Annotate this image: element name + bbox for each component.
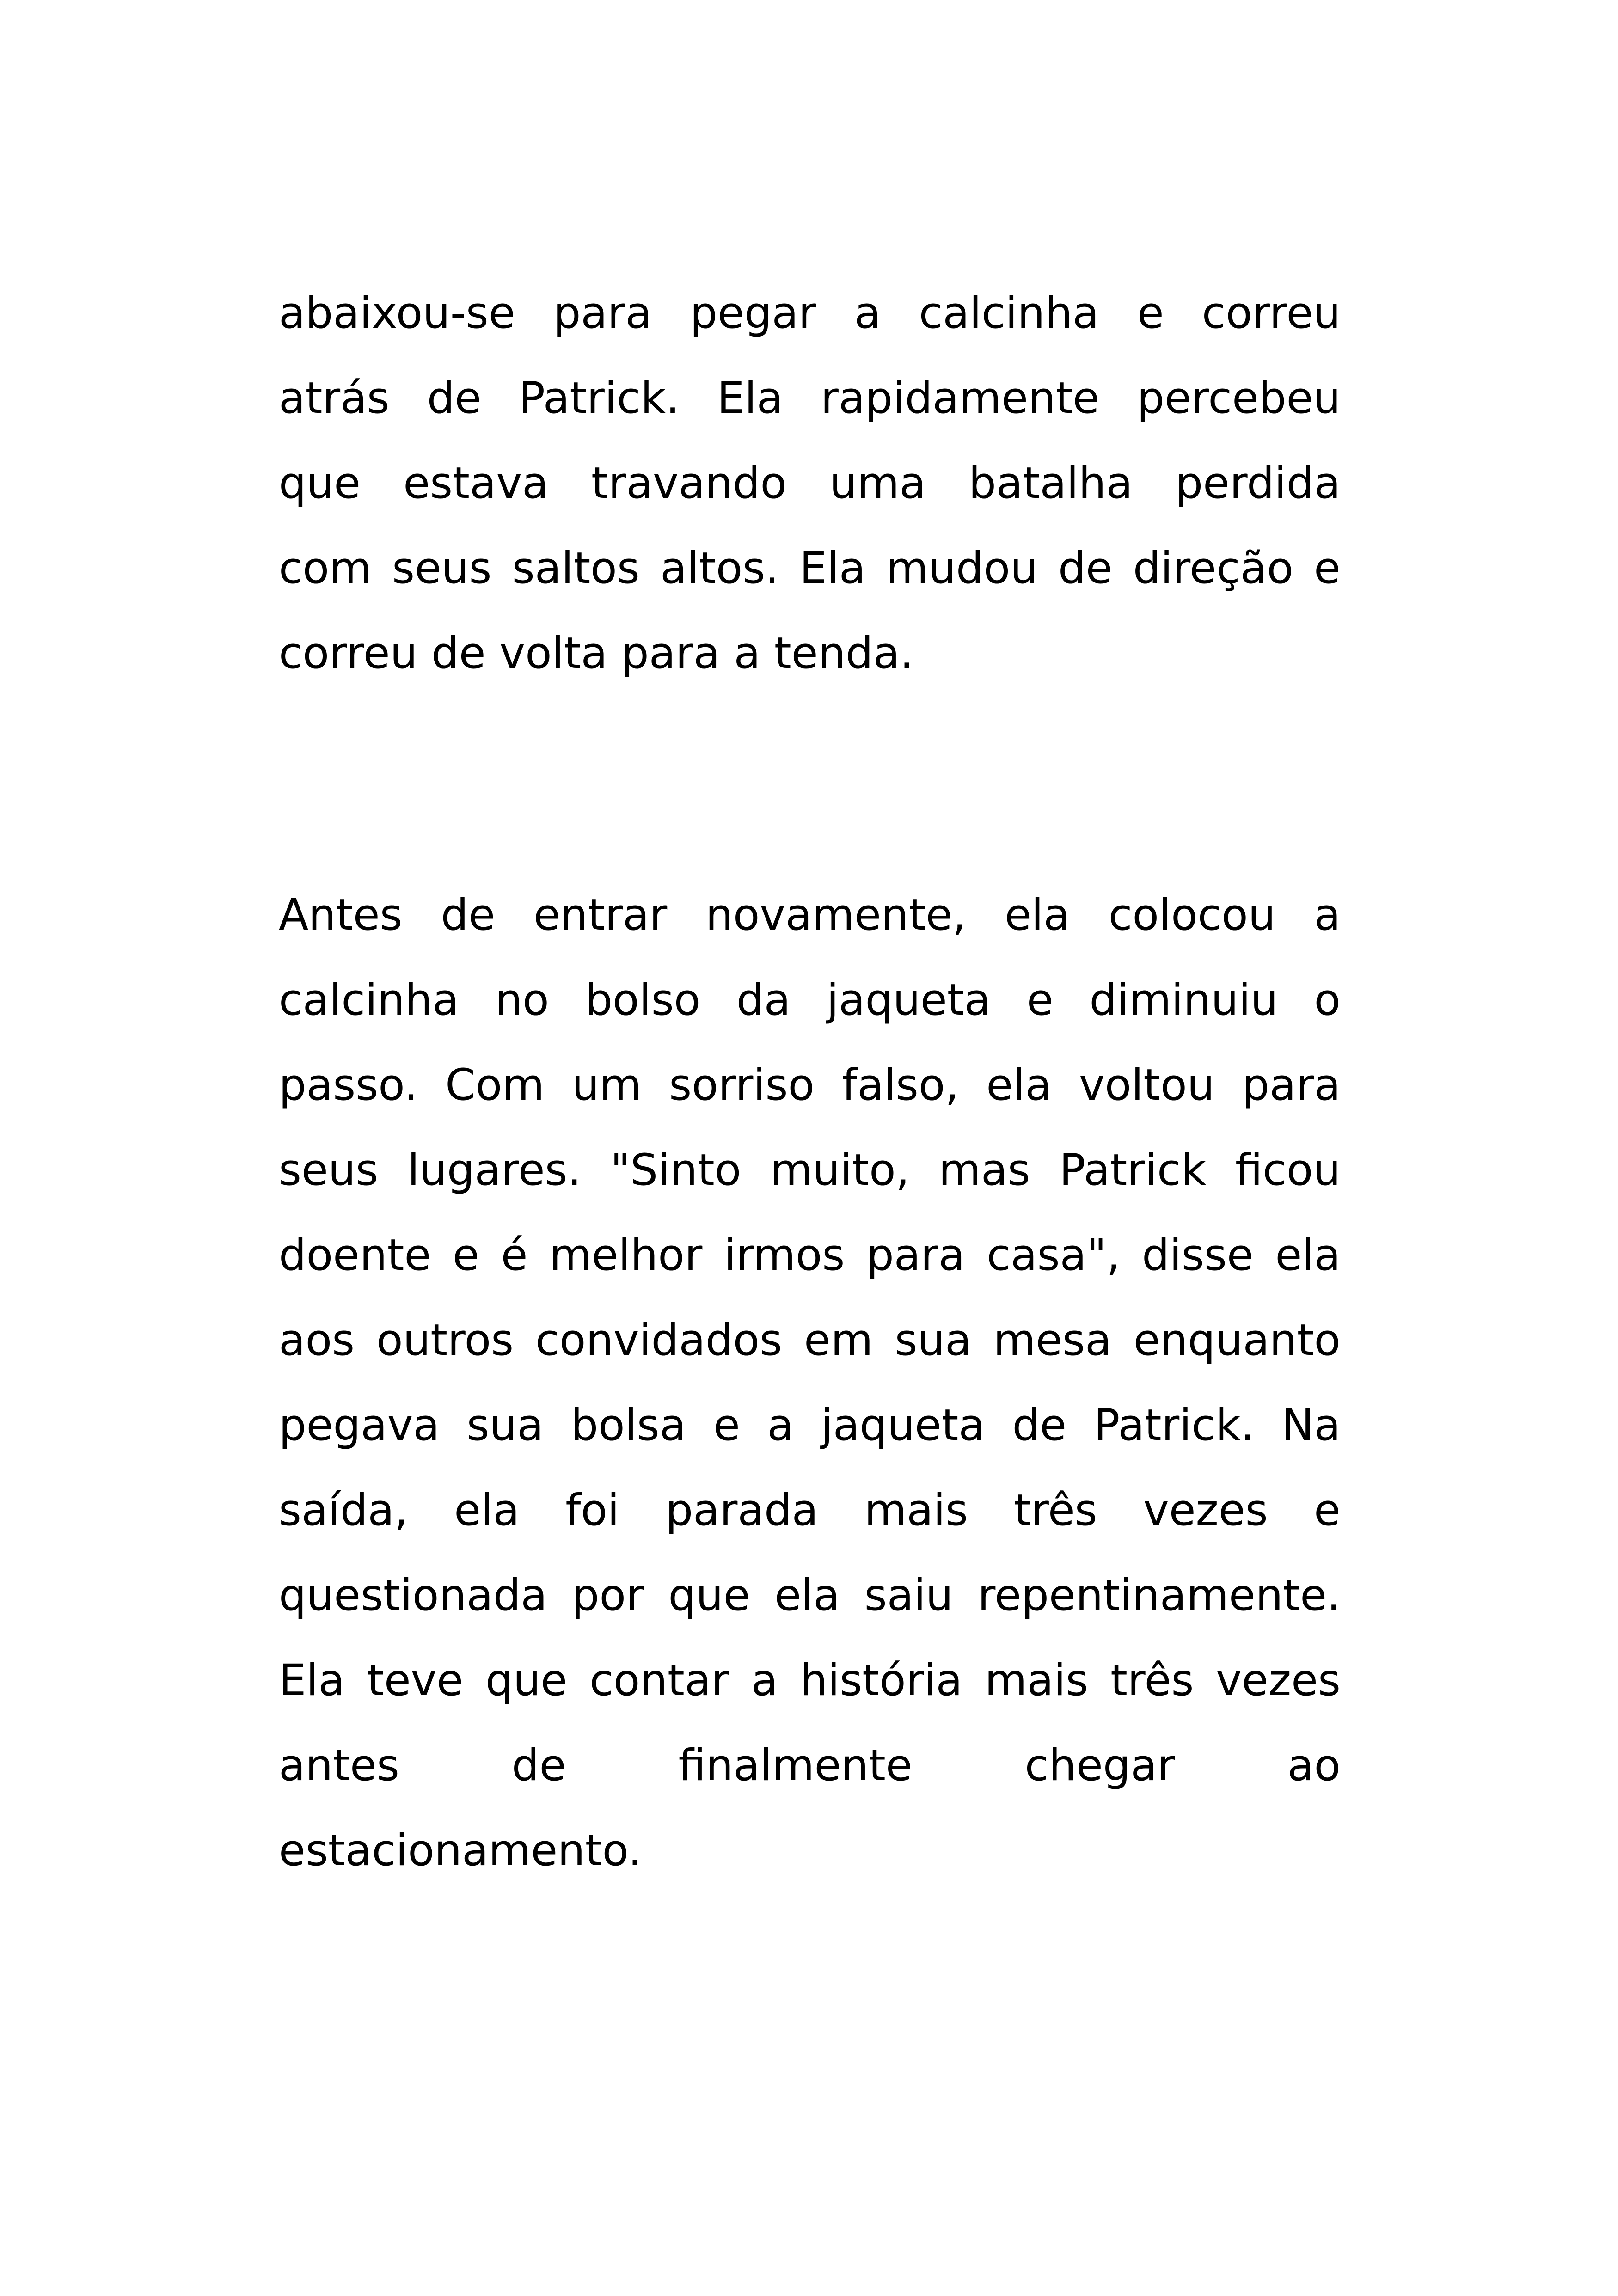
text-line: questionada por que ela saiu repentinamente.	[279, 1570, 1341, 1621]
text-line: antes de finalmente chegar ao	[279, 1740, 1341, 1791]
text-line: atrás de Patrick. Ela rapidamente percebeu	[279, 373, 1341, 423]
text-line: que estava travando uma batalha perdida	[279, 458, 1341, 508]
text-line: passo. Com um sorriso falso, ela voltou para	[279, 1060, 1341, 1110]
text-line: correu de volta para a tenda.	[279, 628, 914, 679]
text-line: estacionamento.	[279, 1825, 642, 1876]
text-line: doente e é melhor irmos para casa", disse ela	[279, 1230, 1341, 1280]
text-line: seus lugares. "Sinto muito, mas Patrick ficou	[279, 1145, 1341, 1195]
paragraph-1	[279, 271, 1341, 696]
text-line: Ela teve que contar a história mais três vezes	[279, 1655, 1341, 1706]
text-line: saída, ela foi parada mais três vezes e	[279, 1485, 1341, 1536]
text-line: abaixou-se para pegar a calcinha e correu	[279, 288, 1341, 338]
text-line: pegava sua bolsa e a jaqueta de Patrick. Na	[279, 1400, 1341, 1451]
text-line: com seus saltos altos. Ela mudou de direção e	[279, 543, 1341, 594]
paragraph-2	[279, 873, 1341, 1893]
text-line: calcinha no bolso da jaqueta e diminuiu o	[279, 975, 1341, 1025]
text-line: Antes de entrar novamente, ela colocou a	[279, 890, 1341, 940]
text-line: aos outros convidados em sua mesa enquanto	[279, 1315, 1341, 1365]
